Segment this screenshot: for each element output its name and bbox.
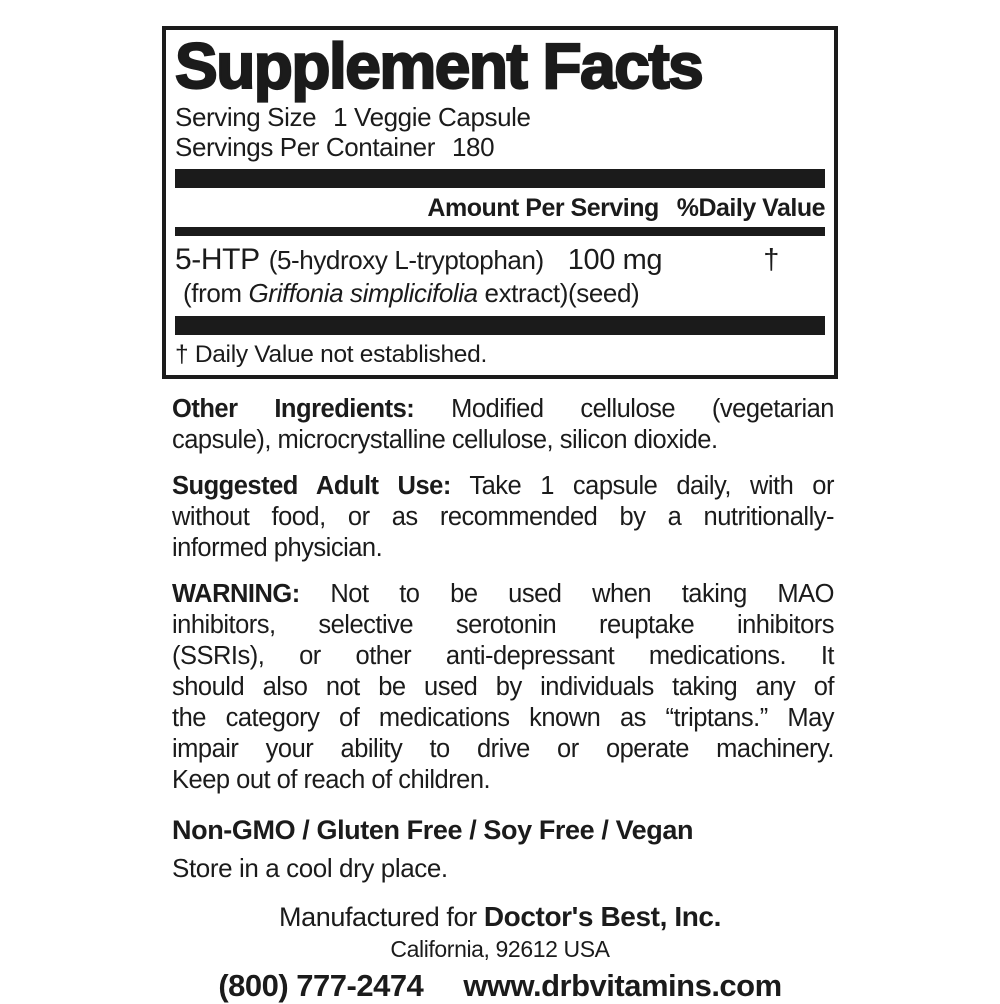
manufacturer-name: Doctor's Best, Inc.	[483, 901, 721, 933]
text-line: Keep out of reach of children.	[172, 766, 491, 795]
warning-label: WARNING:	[172, 580, 300, 609]
text-line: informed physician.	[172, 534, 383, 563]
manufactured-for-prefix: Manufactured for	[279, 902, 477, 933]
text-line-content: Not to be used when taking MAO	[330, 580, 834, 609]
daily-value-footnote: † Daily Value not established.	[175, 341, 487, 369]
nutrient-description: (5-hydroxy L-tryptophan)	[268, 245, 544, 276]
amount-per-serving-header: Amount Per Serving	[427, 194, 659, 223]
text-line-content: Take 1 capsule daily, with or	[469, 472, 834, 501]
serving-size-row	[175, 102, 825, 132]
storage-instruction: Store in a cool dry place.	[172, 853, 448, 884]
nutrient-daily-value-symbol: †	[763, 244, 779, 277]
dietary-badges-line: Non-GMO / Gluten Free / Soy Free / Vegan	[172, 815, 694, 846]
text-line	[172, 471, 834, 502]
serving-size-value: 1 Veggie Capsule	[333, 101, 531, 132]
text-line	[172, 394, 834, 425]
text-line: without food, or as recommended by a nutritionally-	[172, 503, 834, 532]
suggested-use-paragraph	[162, 471, 838, 564]
text-line: the category of medications known as “triptans.” May	[172, 704, 834, 733]
text-line: (SSRIs), or other anti-depressant medications. It	[172, 642, 834, 671]
warning-paragraph	[162, 579, 838, 796]
nutrient-row	[175, 243, 825, 277]
divider-bar-thick	[175, 169, 825, 188]
panel-title: Supplement Facts	[175, 30, 703, 102]
nutrient-source-prefix: (from	[183, 278, 249, 309]
text-line	[172, 579, 834, 610]
text-line-content: Modified cellulose (vegetarian	[451, 395, 834, 424]
other-ingredients-label: Other Ingredients:	[172, 395, 415, 424]
supplement-facts-panel	[162, 26, 838, 379]
servings-per-container-value: 180	[452, 131, 495, 162]
divider-bar-thick	[175, 316, 825, 335]
nutrient-source-suffix: extract)(seed)	[477, 278, 640, 309]
website-url: www.drbvitamins.com	[463, 968, 782, 1004]
manufacturer-address: California, 92612 USA	[390, 936, 610, 963]
servings-per-container-label: Servings Per Container	[175, 131, 435, 162]
manufacturer-block	[162, 901, 838, 1004]
column-headers-row	[175, 194, 825, 223]
servings-per-container-row	[175, 132, 825, 162]
phone-number: (800) 777-2474	[218, 968, 424, 1004]
contact-line	[162, 968, 838, 1004]
nutrient-source-line	[175, 278, 825, 309]
text-line: impair your ability to drive or operate machinery.	[172, 735, 834, 764]
divider-bar-medium	[175, 227, 825, 236]
nutrient-name: 5-HTP	[175, 243, 260, 277]
daily-value-header: %Daily Value	[676, 194, 825, 223]
other-ingredients-paragraph	[162, 394, 838, 456]
nutrient-amount: 100 mg	[567, 244, 663, 277]
suggested-use-label: Suggested Adult Use:	[172, 472, 451, 501]
text-line: should also not be used by individuals taking any of	[172, 673, 834, 702]
supplement-label	[162, 26, 838, 1004]
nutrient-source-botanical-name: Griffonia simplicifolia	[248, 278, 478, 309]
text-line: inhibitors, selective serotonin reuptake inhibitors	[172, 611, 834, 640]
text-line: capsule), microcrystalline cellulose, silicon dioxide.	[172, 426, 718, 455]
manufactured-for-line	[162, 901, 838, 933]
serving-size-label: Serving Size	[175, 101, 317, 132]
